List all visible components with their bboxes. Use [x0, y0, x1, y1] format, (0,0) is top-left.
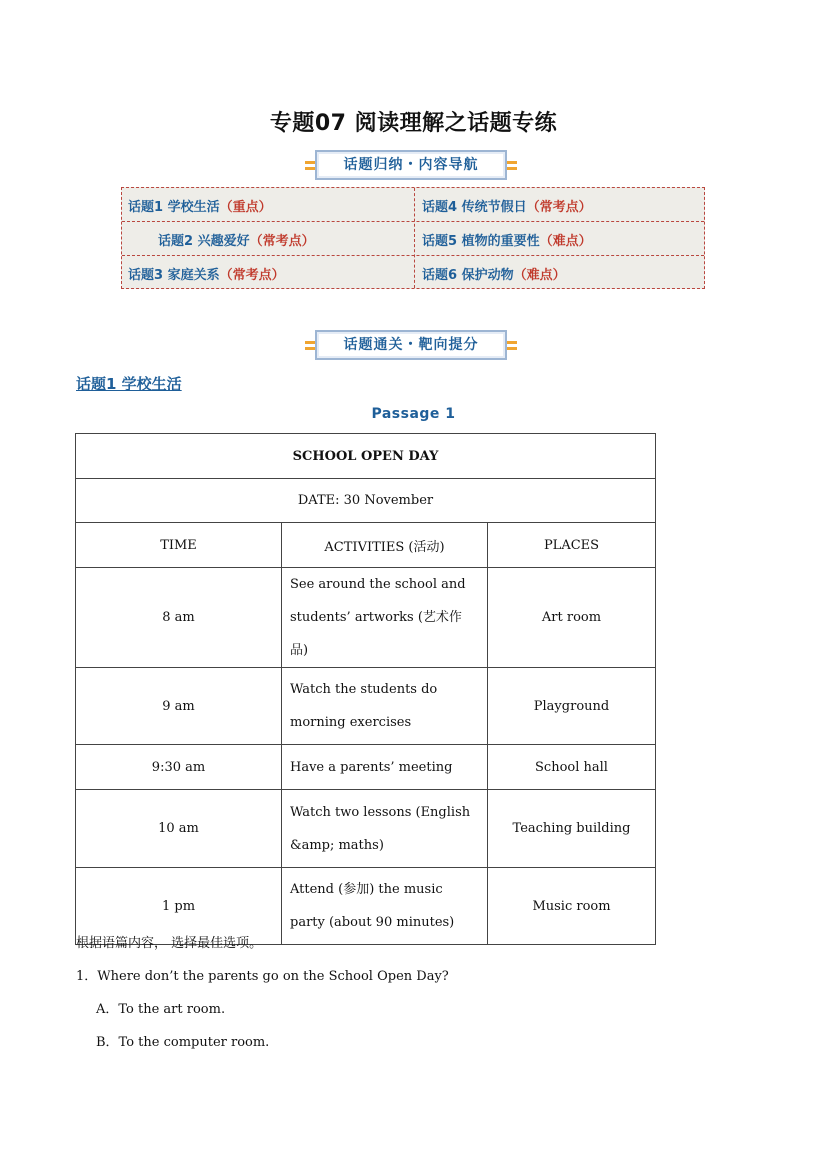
topic-link-4[interactable]: 话题4 传统节假日（常考点）: [422, 200, 592, 215]
section-heading-link[interactable]: 话题1 学校生活: [76, 375, 182, 393]
passage-title: Passage 1: [371, 406, 456, 422]
time-cell: 10 am: [76, 790, 282, 868]
table-date: DATE: 30 November: [76, 479, 656, 523]
topic-link-6[interactable]: 话题6 保护动物（难点）: [422, 268, 566, 283]
time-cell: 9:30 am: [76, 745, 282, 790]
activity-cell: Have a parents’ meeting: [282, 745, 488, 790]
table-row: [76, 668, 656, 745]
practice-banner-label: 话题通关・靶向提分: [343, 337, 479, 353]
table-title: SCHOOL OPEN DAY: [76, 434, 656, 479]
option-b: B．To the computer room.: [96, 1035, 270, 1050]
header-places: PLACES: [488, 523, 656, 568]
table-row: [76, 790, 656, 868]
time-cell: 9 am: [76, 668, 282, 745]
activity-cell: Watch two lessons (English &amp; maths): [282, 790, 488, 868]
schedule-table: [75, 433, 656, 945]
header-time: TIME: [76, 523, 282, 568]
nav-banner-label: 话题归纳・内容导航: [343, 157, 479, 173]
table-row: [76, 745, 656, 790]
place-cell: Playground: [488, 668, 656, 745]
activity-cell: Watch the students do morning exercises: [282, 668, 488, 745]
question-text: 1．Where don’t the parents go on the School Open Day?: [76, 969, 449, 984]
nav-banner: [305, 148, 517, 182]
practice-banner: [305, 328, 517, 362]
activity-cell: Attend (参加) the music party (about 90 minutes): [282, 868, 488, 945]
time-cell: 8 am: [76, 568, 282, 668]
topic-link-5[interactable]: 话题5 植物的重要性（难点）: [422, 234, 592, 249]
place-cell: Art room: [488, 568, 656, 668]
time-cell: 1 pm: [76, 868, 282, 945]
option-a: A．To the art room.: [96, 1002, 226, 1017]
table-row: [76, 568, 656, 668]
place-cell: School hall: [488, 745, 656, 790]
instruction-text: 根据语篇内容， 选择最佳选项。: [76, 936, 263, 951]
place-cell: Teaching building: [488, 790, 656, 868]
header-activities: ACTIVITIES (活动): [282, 523, 488, 568]
topic-link-2[interactable]: 话题2 兴趣爱好（常考点）: [158, 234, 315, 249]
topic-navigation: [121, 187, 705, 289]
document-title: 专题07 阅读理解之话题专练: [269, 111, 558, 136]
topic-link-3[interactable]: 话题3 家庭关系（常考点）: [128, 268, 285, 283]
place-cell: Music room: [488, 868, 656, 945]
topic-link-1[interactable]: 话题1 学校生活（重点）: [128, 200, 272, 215]
activity-cell: See around the school and students’ artworks (艺术作品): [282, 568, 488, 668]
